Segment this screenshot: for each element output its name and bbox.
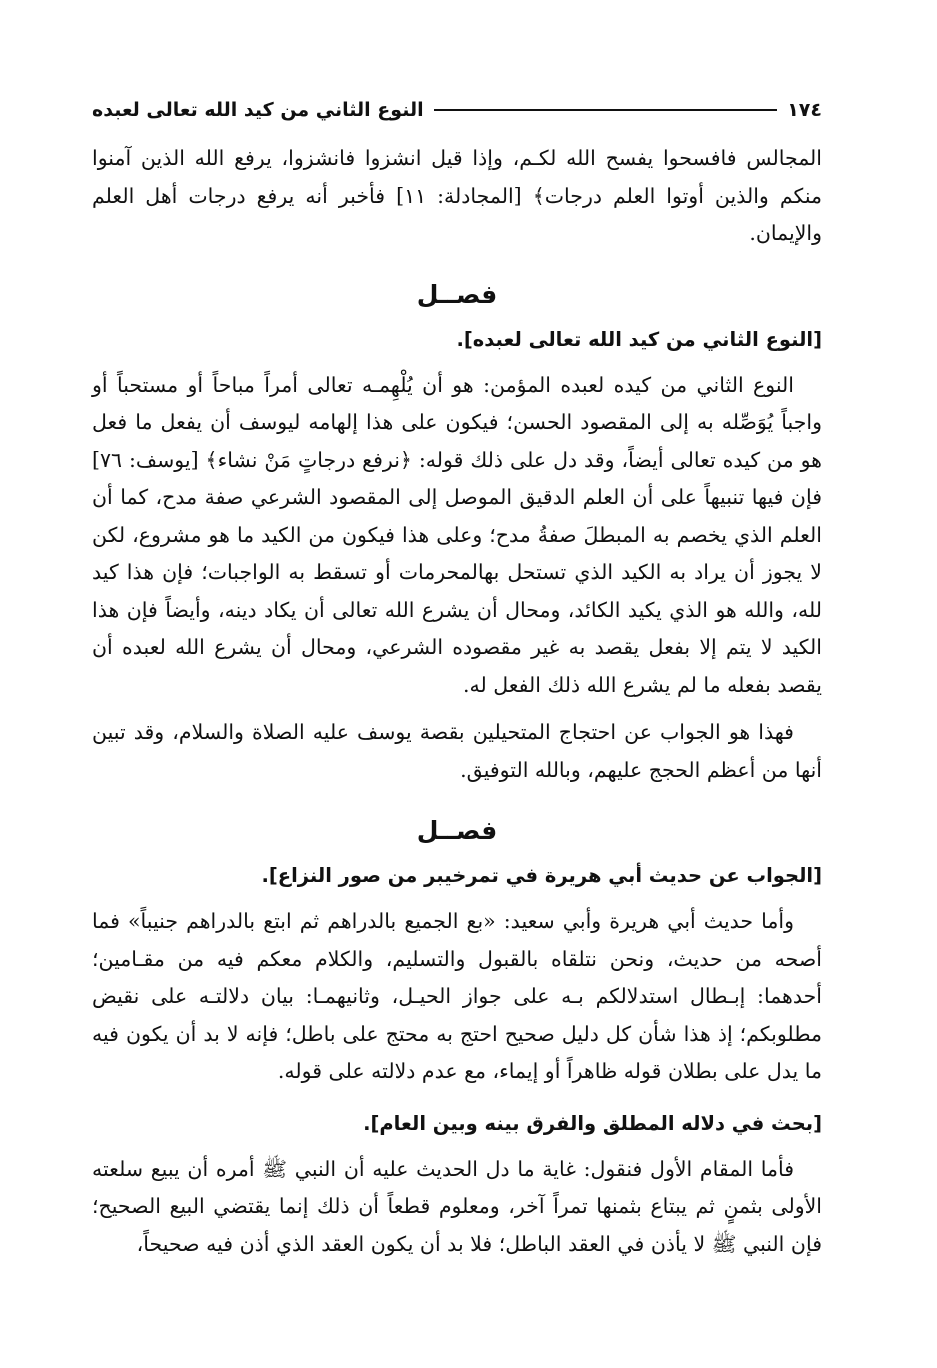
section-separator-fasl: فصــل xyxy=(416,816,498,845)
intro-paragraph: المجالس فافسحوا يفسح الله لكـم، وإذا قيل انشزوا فانشزوا، يرفع الله الذين آمنوا منكم والذين أوتوا العلم درجات﴾ [المجادلة: ١١] فأخبر أنه يرفع درجات أهل العلم والإيمان. xyxy=(92,146,823,245)
body-paragraph: النوع الثاني من كيده لعبده المؤمن: هو أن يُلْهِمـه تعالى أمراً مباحاً أو مستحباً أو واجباً يُوَصِّله به إلى المقصود الحسن؛ فيكون على هذا إلهامه ليوسف أن يفعل ما فعل هو من كيده تعالى أيضاً، وقد دل على ذلك قوله: ﴿نرفع درجاتٍ مَنْ نشاء﴾ [يوسف: ٧٦] فإن فيها تنبيهاً على أن العلم الدقيق الموصل إلى المقصود الشرعي صفة مدح، كما أن العلم الذي يخصم به المبطلَ صفةُ مدح؛ وعلى هذا فيكون من الكيد ما هو مشروع، لكن لا يجوز أن يراد به الكيد الذي تستحل بهالمحرمات أو تسقط به الواجبات؛ فإن هذا كيد لله، والله هو الذي يكيد الكائد، ومحال أن يشرع الله تعالى أن يكاد دينه، وأيضاً فإن هذا الكيد لا يتم إلا بفعل يقصد به غير مقصوده الشرعي، ومحال أن يشرع الله لعبده أن يقصد بفعله ما لم يشرع الله ذلك الفعل له. xyxy=(92,372,822,697)
running-title: النوع الثاني من كيد الله تعالى لعبده xyxy=(92,99,424,121)
body-paragraph: فهذا هو الجواب عن احتجاج المتحيلين بقصة يوسف عليه الصلاة والسلام، وقد تبين أنها من أعظم الحجج عليهم، وبالله التوفيق. xyxy=(92,720,822,782)
page-header xyxy=(92,88,822,132)
section-separator-fasl: فصــل xyxy=(416,279,498,309)
body-paragraph: وأما حديث أبي هريرة وأبي سعيد: «بع الجميع بالدراهم ثم ابتع بالدراهم جنيباً» فما أصحه من حديث، ونحن نتلقاه بالقبول والتسليم، والكلام معكم فيه من مقـامين؛ أحدهما: إبـطال استدلالكم بـه على جواز الحيـل، وثانيهمـا: بيان دلالتـه على نقيض مطلوبكم؛ إذ هذا شأن كل دليل صحيح احتج به محتج على باطل؛ فإنه لا بد أن يكون فيه ما يدل على بطلان قوله ظاهراً أو إيماء، مع عدم دلالته على قوله. xyxy=(92,909,822,1083)
section-heading: [بحث في دلاله المطلق والفرق بينه وبين العام]. xyxy=(363,1111,822,1135)
body-paragraph: فأما المقام الأول فنقول: غاية ما دل الحديث عليه أن النبي ﷺ أمره أن يبيع سلعته الأولى بثمنٍ ثم يبتاع بثمنها تمراً آخر، ومعلوم قطعاً أن ذلك إنما يقتضي البيع الصحيح؛ فإن النبي ﷺ لا يأذن في العقد الباطل؛ فلا بد أن يكون العقد الذي أذن فيه صحيحاً، xyxy=(92,1156,822,1256)
page-number: ١٧٤ xyxy=(787,99,822,121)
book-page xyxy=(92,88,822,1263)
section-heading: [الجواب عن حديث أبي هريرة في تمرخيبر من صور النزاع]. xyxy=(261,864,822,887)
header-rule xyxy=(434,109,778,111)
section-heading: [النوع الثاني من كيد الله تعالى لعبده]. xyxy=(456,327,822,351)
